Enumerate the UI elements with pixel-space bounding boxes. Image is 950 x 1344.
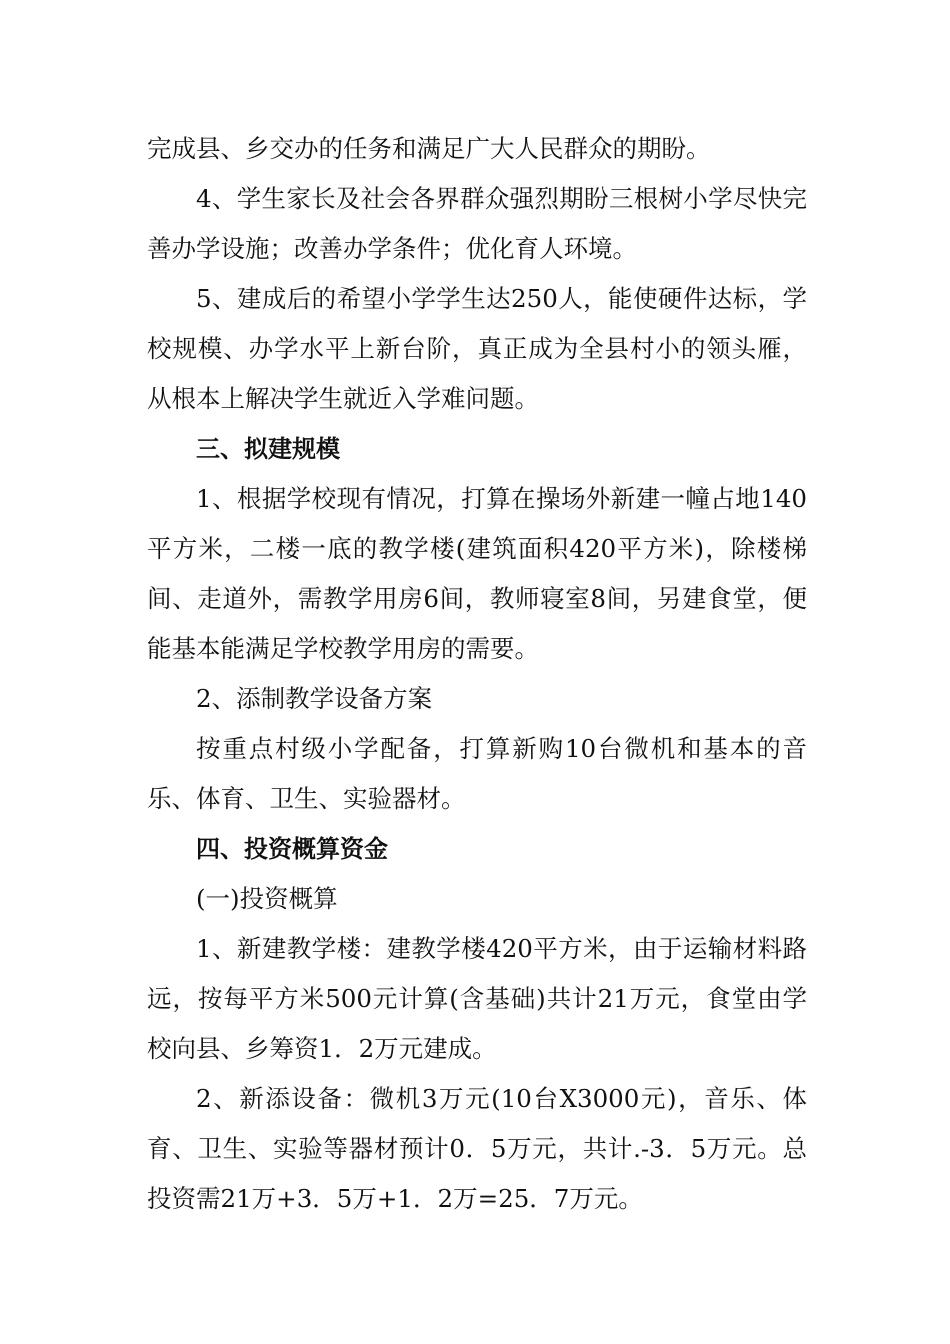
paragraph-scale-2: 2、添制教学设备方案 (196, 684, 433, 713)
paragraph-item-4: 4、学生家长及社会各界群众强烈期盼三根树小学尽快完善办学设施；改善办学条件；优化育人环境。 (147, 184, 807, 263)
section-heading-scale: 三、拟建规模 (196, 435, 340, 463)
section-heading-investment: 四、投资概算资金 (196, 835, 388, 863)
paragraph-scale-2-detail: 按重点村级小学配备，打算新购10台微机和基本的音乐、体育、卫生、实验器材。 (147, 734, 807, 813)
document-body (147, 124, 807, 1224)
paragraph-item-5: 5、建成后的希望小学学生达250人，能使硬件达标，学校规模、办学水平上新台阶，真正成为全县村小的领头雁，从根本上解决学生就近入学难问题。 (147, 284, 807, 413)
paragraph-invest-2: 2、新添设备：微机3万元(10台X3000元)，音乐、体育、卫生、实验等器材预计0．5万元，共计.-3．5万元。总投资需21万+3．5万+1．2万=25．7万元。 (147, 1084, 807, 1213)
paragraph-continuation: 完成县、乡交办的任务和满足广大人民群众的期盼。 (147, 134, 711, 163)
subheading-investment-estimate: (一)投资概算 (196, 884, 338, 913)
paragraph-scale-1: 1、根据学校现有情况，打算在操场外新建一幢占地140平方米，二楼一底的教学楼(建筑面积420平方米)，除楼梯间、走道外，需教学用房6间，教师寝室8间，另建食堂，便能基本能满足学校教学用房的需要。 (147, 484, 807, 663)
paragraph-invest-1: 1、新建教学楼：建教学楼420平方米，由于运输材料路远，按每平方米500元计算(含基础)共计21万元，食堂由学校向县、乡筹资1．2万元建成。 (147, 934, 807, 1063)
